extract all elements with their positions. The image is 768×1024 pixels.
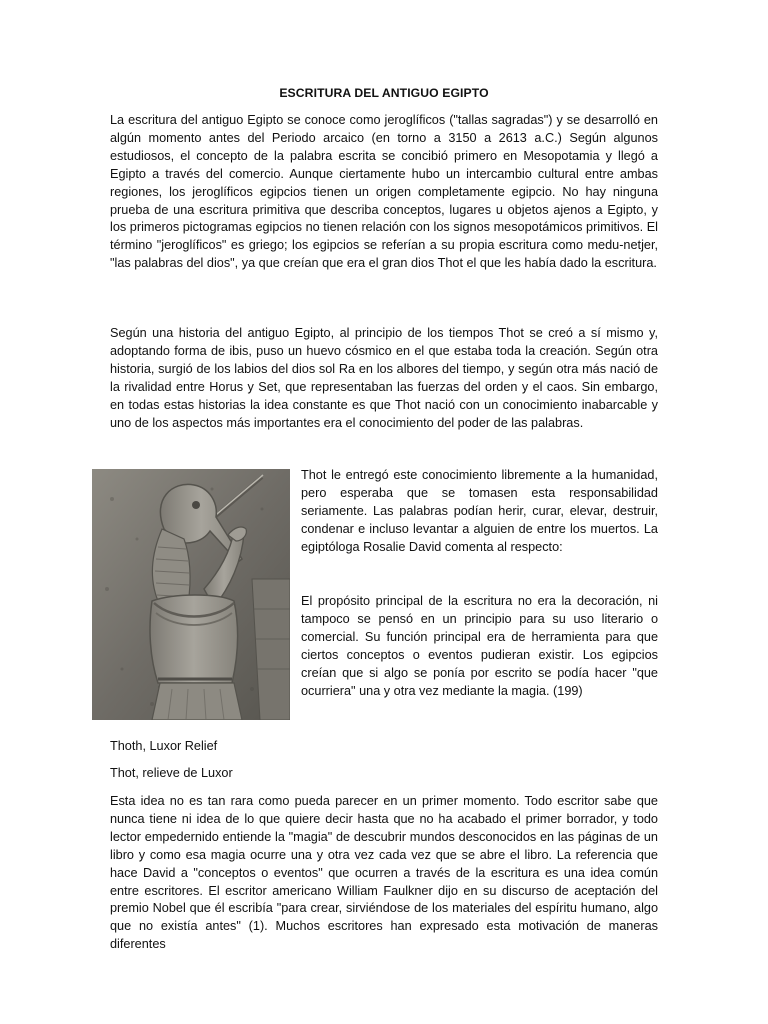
paragraph-knowledge: Thot le entregó este conocimiento libremente a la humanidad, pero esperaba que se tomasen esta responsabilidad seriamente. Las palabras podían herir, curar, elevar, destruir, condenar e incluso levantar a alguien de entre los muertos. La egiptóloga Rosalie David comenta al respecto:: [301, 468, 658, 554]
paragraph-thot-origin: Según una historia del antiguo Egipto, al principio de los tiempos Thot se creó a sí mismo y, adoptando forma de ibis, puso un huevo cósmico en el que estaba toda la creación. Según otra historia, surgió de los labios del dios sol Ra en los albores del tiempo, y según otra más nació de la rivalidad entre Horus y Set, que representaban las fuerzas del orden y el caos. Sin embargo, en todas estas historias la idea constante es que Thot nació con un conocimiento inabarcable y uno de los aspectos más importantes era el conocimiento del poder de las palabras.: [110, 326, 658, 430]
image-caption-spanish: Thot, relieve de Luxor: [110, 766, 233, 780]
paragraph-magic-idea: Esta idea no es tan rara como pueda parecer en un primer momento. Todo escritor sabe que nunca tiene ni idea de lo que quiere decir hasta que no ha acabado el primer borrador, y todo lector empedernido entiende la "magia" de descubrir mundos desconocidos en las páginas de un libro y como esa magia ocurre una y otra vez cada vez que se abre el libro. La referencia que hace David a "conceptos o eventos" que ocurren a través de la escritura es una idea común entre escritores. El escritor americano William Faulkner dijo en su discurso de aceptación del premio Nobel que él escribía "para crear, sirviéndose de los materiales del espíritu humano, algo que no existía antes" (1). Muchos escritores han expresado esta motivación de maneras diferentes: [110, 794, 658, 952]
paragraph-quote: El propósito principal de la escritura no era la decoración, ni tampoco se pensó en un principio para su uso literario o comercial. Su función principal era de herramienta para que ciertos conceptos o eventos pudieran existir. Los egipcios creían que si algo se ponía por escrito se podía hacer "que ocurriera" una y otra vez mediante la magia. (199): [301, 594, 658, 698]
document-title: ESCRITURA DEL ANTIGUO EGIPTO: [279, 86, 489, 100]
paragraph-intro: La escritura del antiguo Egipto se conoce como jeroglíficos ("tallas sagradas") y se desarrolló en algún momento antes del Periodo arcaico (en torno a 3150 a 2613 a.C.) Según algunos estudiosos, el concepto de la palabra escrita se concibió primero en Mesopotamia y llegó a Egipto a través del comercio. Aunque ciertamente hubo un intercambio cultural entre ambas regiones, los jeroglíficos egipcios tienen un origen completamente egipcio. No hay ninguna prueba de una escritura primitiva que describa conceptos, lugares u objetos ajenos a Egipto, y los primeros pictogramas egipcios no tienen relación con los signos mesopotámicos primitivos. El término "jeroglíficos" es griego; los egipcios se referían a su propia escritura como medu-netjer, "las palabras del dios", ya que creían que era el gran dios Thot el que les había dado la escritura.: [110, 113, 658, 271]
image-caption-english: Thoth, Luxor Relief: [110, 739, 218, 753]
thoth-relief-image: [92, 469, 290, 720]
